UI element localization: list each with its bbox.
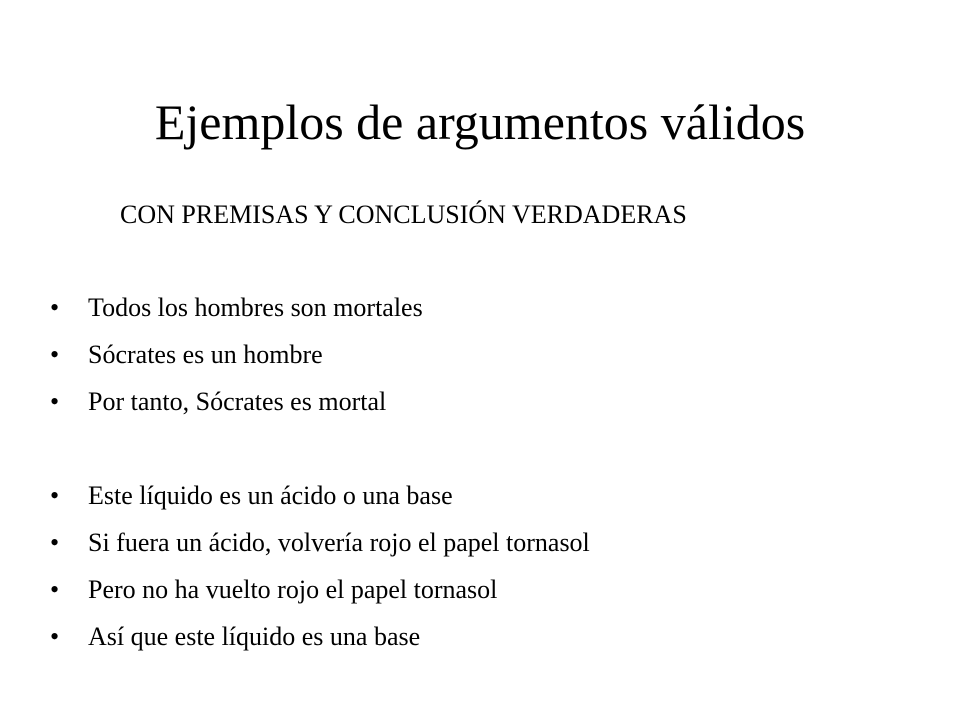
slide-title: Ejemplos de argumentos válidos: [154, 94, 806, 150]
list-item: [50, 528, 590, 558]
bullet-icon: •: [50, 575, 60, 604]
list-item: [50, 481, 453, 511]
bullet-icon: •: [50, 340, 60, 369]
list-item-text: Sócrates es un hombre: [88, 340, 323, 369]
bullet-icon: •: [50, 528, 60, 557]
bullet-icon: •: [50, 622, 60, 651]
list-item-text: Este líquido es un ácido o una base: [88, 481, 453, 510]
list-item-text: Todos los hombres son mortales: [88, 293, 423, 322]
list-item-text: Si fuera un ácido, volvería rojo el papel tornasol: [88, 528, 590, 557]
list-item-text: Así que este líquido es una base: [88, 622, 421, 651]
list-item: [50, 340, 323, 370]
list-item: [50, 575, 497, 605]
bullet-icon: •: [50, 293, 60, 322]
list-item: [50, 293, 423, 323]
bullet-icon: •: [50, 387, 60, 416]
bullet-icon: •: [50, 481, 60, 510]
slide-subtitle: CON PREMISAS Y CONCLUSIÓN VERDADERAS: [120, 200, 687, 229]
list-item: [50, 387, 386, 417]
list-item: [50, 622, 420, 652]
list-item-text: Por tanto, Sócrates es mortal: [88, 387, 387, 416]
list-item-text: Pero no ha vuelto rojo el papel tornasol: [88, 575, 498, 604]
